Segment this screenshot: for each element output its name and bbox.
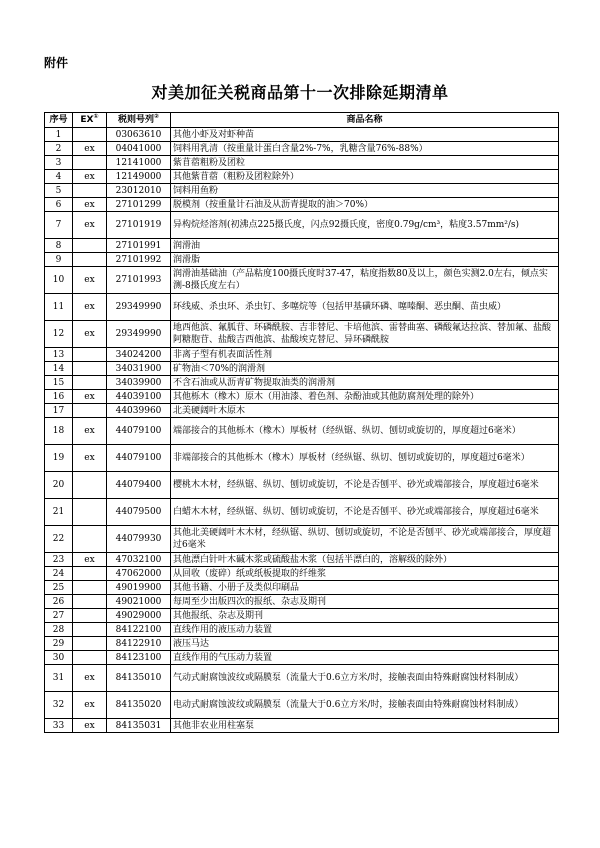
- tariff-code: 12141000: [107, 156, 171, 170]
- ex-marker: [73, 128, 107, 142]
- product-name: 非端部接合的其他栎木（橡木）厚板材（经纵锯、纵切、刨切或旋切的，厚度超过6毫米）: [171, 445, 559, 472]
- row-number: 16: [45, 390, 73, 404]
- tariff-code: 49029000: [107, 609, 171, 623]
- product-name: 地西他滨、氟胍苷、环磷酰胺、吉非替尼、卡培他滨、雷替曲塞、磷酸氟达拉滨、替加氟、盐酸阿糖胞苷、盐酸吉西他滨、盐酸埃克替尼、异环磷酰胺: [171, 321, 559, 348]
- table-header-row: [45, 113, 559, 128]
- ex-marker: ex: [73, 390, 107, 404]
- table-row: [45, 156, 559, 170]
- table-row: [45, 567, 559, 581]
- table-body: [45, 128, 559, 733]
- tariff-code: 44079500: [107, 499, 171, 526]
- tariff-code: 44079930: [107, 526, 171, 553]
- ex-marker: [73, 362, 107, 376]
- product-name: 从回收（废碎）纸或纸板提取的纤维浆: [171, 567, 559, 581]
- row-number: 29: [45, 637, 73, 651]
- product-name: 紫苜蓿粗粉及团粒: [171, 156, 559, 170]
- product-name: 北美硬阔叶木原木: [171, 404, 559, 418]
- row-number: 10: [45, 267, 73, 294]
- row-number: 17: [45, 404, 73, 418]
- row-number: 13: [45, 348, 73, 362]
- table-row: [45, 637, 559, 651]
- ex-marker: [73, 156, 107, 170]
- ex-marker: [73, 472, 107, 499]
- column-header-code: 税则号列②: [107, 113, 171, 128]
- row-number: 14: [45, 362, 73, 376]
- ex-marker: ex: [73, 142, 107, 156]
- tariff-code: 44079100: [107, 418, 171, 445]
- tariff-code: 29349990: [107, 321, 171, 348]
- row-number: 22: [45, 526, 73, 553]
- tariff-code: 84135020: [107, 692, 171, 719]
- tariff-code: 47032100: [107, 553, 171, 567]
- tariff-code: 44039960: [107, 404, 171, 418]
- table-row: [45, 170, 559, 184]
- ex-marker: [73, 499, 107, 526]
- row-number: 6: [45, 198, 73, 212]
- tariff-code: 84122910: [107, 637, 171, 651]
- product-name: 润滑油: [171, 239, 559, 253]
- ex-marker: [73, 637, 107, 651]
- table-row: [45, 184, 559, 198]
- table-row: [45, 294, 559, 321]
- table-row: [45, 418, 559, 445]
- table-row: [45, 239, 559, 253]
- product-name: 其他北美硬阔叶木木材，经纵锯、纵切、刨切或旋切，不论是否刨平、砂光或端部接合，厚度超过6毫米: [171, 526, 559, 553]
- table-row: [45, 376, 559, 390]
- exclusion-list-table: [44, 112, 559, 733]
- ex-marker: ex: [73, 321, 107, 348]
- tariff-code: 27101993: [107, 267, 171, 294]
- tariff-code: 84135031: [107, 719, 171, 733]
- product-name: 矿物油＜70%的润滑剂: [171, 362, 559, 376]
- row-number: 1: [45, 128, 73, 142]
- product-name: 不含石油或从沥青矿物提取油类的润滑剂: [171, 376, 559, 390]
- ex-marker: [73, 623, 107, 637]
- product-name: 脱模剂（按重量计石油及从沥青提取的油＞70%）: [171, 198, 559, 212]
- tariff-code: 03063610: [107, 128, 171, 142]
- row-number: 25: [45, 581, 73, 595]
- table-row: [45, 553, 559, 567]
- ex-marker: [73, 239, 107, 253]
- row-number: 32: [45, 692, 73, 719]
- product-name: 其他非农业用柱塞泵: [171, 719, 559, 733]
- ex-marker: ex: [73, 170, 107, 184]
- ex-marker: [73, 651, 107, 665]
- tariff-code: 34039900: [107, 376, 171, 390]
- product-name: 其他小虾及对虾种苗: [171, 128, 559, 142]
- tariff-code: 34031900: [107, 362, 171, 376]
- ex-marker: [73, 609, 107, 623]
- column-header-no: 序号: [45, 113, 73, 128]
- column-header-ex: EX①: [73, 113, 107, 128]
- ex-marker: [73, 184, 107, 198]
- table-row: [45, 692, 559, 719]
- ex-marker: [73, 595, 107, 609]
- tariff-code: 27101299: [107, 198, 171, 212]
- tariff-code: 27101919: [107, 212, 171, 239]
- row-number: 4: [45, 170, 73, 184]
- product-name: 电动式耐腐蚀波纹或隔膜泵（流量大于0.6立方米/时，接触表面由特殊耐腐蚀材料制成）: [171, 692, 559, 719]
- tariff-code: 49019900: [107, 581, 171, 595]
- tariff-code: 27101991: [107, 239, 171, 253]
- table-row: [45, 212, 559, 239]
- ex-marker: ex: [73, 665, 107, 692]
- table-row: [45, 404, 559, 418]
- product-name: 气动式耐腐蚀波纹或隔膜泵（流量大于0.6立方米/时，接触表面由特殊耐腐蚀材料制成）: [171, 665, 559, 692]
- row-number: 23: [45, 553, 73, 567]
- ex-marker: [73, 567, 107, 581]
- product-name: 端部接合的其他栎木（橡木）厚板材（经纵锯、纵切、刨切或旋切的，厚度超过6毫米）: [171, 418, 559, 445]
- product-name: 非离子型有机表面活性剂: [171, 348, 559, 362]
- table-row: [45, 362, 559, 376]
- table-row: [45, 581, 559, 595]
- ex-marker: ex: [73, 294, 107, 321]
- row-number: 30: [45, 651, 73, 665]
- ex-marker: ex: [73, 692, 107, 719]
- product-name: 白蜡木木材，经纵锯、纵切、刨切或旋切，不论是否刨平、砂光或端部接合，厚度超过6毫米: [171, 499, 559, 526]
- ex-marker: ex: [73, 719, 107, 733]
- tariff-code: 49021000: [107, 595, 171, 609]
- row-number: 8: [45, 239, 73, 253]
- ex-marker: [73, 253, 107, 267]
- ex-marker: ex: [73, 212, 107, 239]
- attachment-label: 附件: [44, 56, 69, 70]
- product-name: 润滑脂: [171, 253, 559, 267]
- tariff-code: 23012010: [107, 184, 171, 198]
- tariff-code: 47062000: [107, 567, 171, 581]
- row-number: 7: [45, 212, 73, 239]
- product-name: 其他书籍、小册子及类似印刷品: [171, 581, 559, 595]
- row-number: 5: [45, 184, 73, 198]
- table-row: [45, 198, 559, 212]
- row-number: 21: [45, 499, 73, 526]
- product-name: 直线作用的气压动力装置: [171, 651, 559, 665]
- table-row: [45, 651, 559, 665]
- table-row: [45, 445, 559, 472]
- product-name: 直线作用的液压动力装置: [171, 623, 559, 637]
- ex-marker: ex: [73, 198, 107, 212]
- product-name: 其他漂白针叶木碱木浆或硫酸盐木浆（包括半漂白的，溶解级的除外）: [171, 553, 559, 567]
- tariff-code: 12149000: [107, 170, 171, 184]
- row-number: 18: [45, 418, 73, 445]
- row-number: 24: [45, 567, 73, 581]
- table-row: [45, 267, 559, 294]
- tariff-code: 84122100: [107, 623, 171, 637]
- table-row: [45, 609, 559, 623]
- table-row: [45, 499, 559, 526]
- ex-marker: ex: [73, 553, 107, 567]
- ex-marker: ex: [73, 418, 107, 445]
- product-name: 每周至少出版四次的报纸、杂志及期刊: [171, 595, 559, 609]
- product-name: 环线威、杀虫环、杀虫钉、多噻烷等（包括甲基磺环磷、噻嗪酮、恶虫酮、苗虫威）: [171, 294, 559, 321]
- product-name: 异构烷烃溶剂(初沸点225摄氏度，闪点92摄氏度，密度0.79g/cm³，粘度3.57mm²/s): [171, 212, 559, 239]
- row-number: 19: [45, 445, 73, 472]
- table-row: [45, 472, 559, 499]
- table-row: [45, 390, 559, 404]
- table-row: [45, 665, 559, 692]
- row-number: 31: [45, 665, 73, 692]
- product-name: 饲料用乳清（按重量计蛋白含量2%-7%，乳糖含量76%-88%）: [171, 142, 559, 156]
- product-name: 其他紫苜蓿（粗粉及团粒除外）: [171, 170, 559, 184]
- row-number: 20: [45, 472, 73, 499]
- tariff-code: 44079400: [107, 472, 171, 499]
- row-number: 9: [45, 253, 73, 267]
- row-number: 2: [45, 142, 73, 156]
- tariff-code: 44079100: [107, 445, 171, 472]
- row-number: 11: [45, 294, 73, 321]
- row-number: 27: [45, 609, 73, 623]
- row-number: 3: [45, 156, 73, 170]
- ex-marker: [73, 526, 107, 553]
- row-number: 33: [45, 719, 73, 733]
- row-number: 28: [45, 623, 73, 637]
- table-row: [45, 719, 559, 733]
- tariff-code: 29349990: [107, 294, 171, 321]
- ex-marker: [73, 376, 107, 390]
- row-number: 12: [45, 321, 73, 348]
- product-name: 液压马达: [171, 637, 559, 651]
- row-number: 15: [45, 376, 73, 390]
- table-row: [45, 142, 559, 156]
- code-footnote-mark: ②: [153, 113, 160, 120]
- ex-marker: [73, 581, 107, 595]
- ex-marker: ex: [73, 267, 107, 294]
- product-name: 其他栎木（橡木）原木（用油漆、着色剂、杂酚油或其他防腐剂处理的除外）: [171, 390, 559, 404]
- product-name: 润滑油基础油（产品粘度100摄氏度时37-47，粘度指数80及以上，颜色实测2.0左右，倾点实测-8摄氏度左右）: [171, 267, 559, 294]
- product-name: 其他报纸、杂志及期刊: [171, 609, 559, 623]
- table-row: [45, 321, 559, 348]
- document-title: 对美加征关税商品第十一次排除延期清单: [151, 83, 449, 102]
- product-name: 樱桃木木材，经纵锯、纵切、刨切或旋切，不论是否刨平、砂光或端部接合，厚度超过6毫米: [171, 472, 559, 499]
- ex-marker: [73, 348, 107, 362]
- table-row: [45, 253, 559, 267]
- column-header-name: 商品名称: [171, 113, 559, 128]
- tariff-code: 84135010: [107, 665, 171, 692]
- tariff-code: 34024200: [107, 348, 171, 362]
- tariff-code: 04041000: [107, 142, 171, 156]
- table-row: [45, 623, 559, 637]
- tariff-code: 44039100: [107, 390, 171, 404]
- tariff-code: 84123100: [107, 651, 171, 665]
- tariff-code: 27101992: [107, 253, 171, 267]
- table-row: [45, 348, 559, 362]
- ex-marker: ex: [73, 445, 107, 472]
- table-row: [45, 595, 559, 609]
- row-number: 26: [45, 595, 73, 609]
- table-row: [45, 128, 559, 142]
- product-name: 饲料用鱼粉: [171, 184, 559, 198]
- table-row: [45, 526, 559, 553]
- ex-footnote-mark: ①: [93, 113, 99, 120]
- ex-marker: [73, 404, 107, 418]
